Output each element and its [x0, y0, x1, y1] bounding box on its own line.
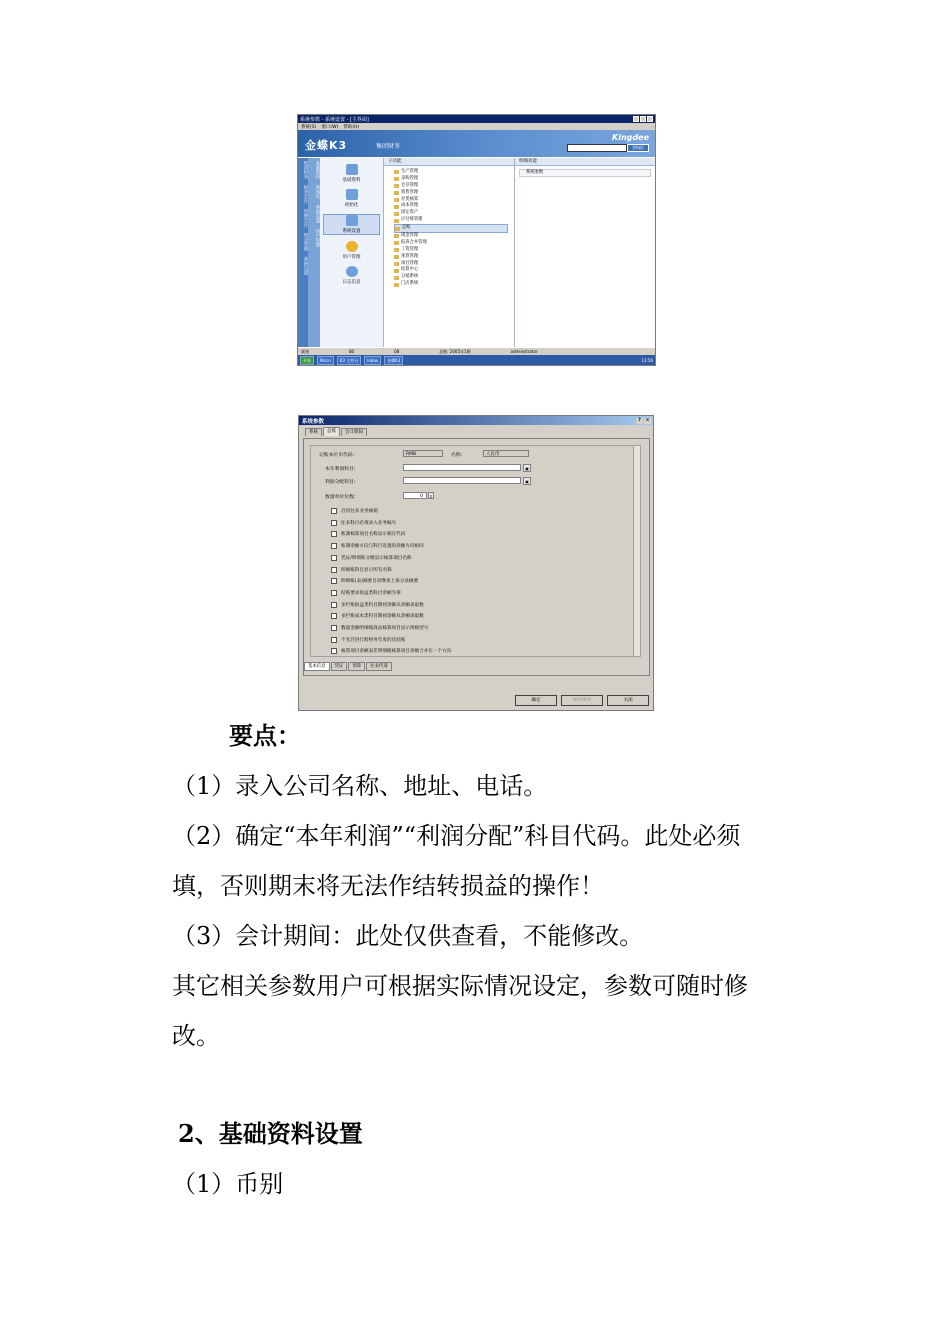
tree-item-label: 生产管理 [401, 169, 419, 174]
tree-item-label: 销售管理 [401, 189, 419, 195]
status-text: 08 [394, 349, 400, 354]
function-icon-column [320, 158, 384, 347]
folder-icon [346, 164, 358, 175]
tree-item-label: 项目管理 [401, 260, 419, 266]
menu-window[interactable]: 窗口(W) [321, 124, 339, 130]
window-controls [633, 116, 653, 122]
detail-panel [515, 158, 655, 347]
icon-log[interactable]: 日志信息 [320, 266, 383, 285]
tree-item[interactable] [394, 183, 514, 190]
tree-item-label: 成本管理 [401, 203, 419, 209]
nav-tab[interactable]: 系统设置 [303, 257, 308, 275]
checkbox-icon[interactable] [331, 613, 337, 619]
option-checkbox[interactable] [331, 567, 392, 573]
checkbox-label: 凭证/明细账分级显示核算项目名称 [341, 555, 412, 561]
checkbox-label: 账簿余额方向与科目设置的余额方向相同 [341, 544, 424, 550]
window-title: 系统参数 - 系统设置 - [主界面] [300, 116, 369, 123]
icon-user-mgmt[interactable]: 用户管理 [320, 241, 383, 260]
folder-icon [394, 184, 399, 188]
close-button[interactable]: 关闭 [607, 695, 649, 706]
folder-icon [394, 191, 399, 195]
folder-icon [394, 241, 399, 245]
dialog-title: 系统参数 [302, 418, 325, 425]
tree-item[interactable] [394, 247, 514, 254]
detail-header: 明细功能 [515, 158, 655, 166]
checkbox-label: 往来科目必须录入业务编号 [341, 520, 397, 526]
tab-voucher[interactable]: 凭证 [331, 662, 348, 671]
tab-general-ledger[interactable]: 总账 [323, 427, 340, 436]
menu-bar [298, 123, 655, 130]
folder-icon [394, 170, 399, 174]
nav-tab[interactable]: 管理会计 [303, 209, 308, 227]
dialog-footer [515, 695, 649, 706]
tree-item-label: 工资管理 [401, 246, 419, 252]
start-button[interactable]: 开始 [300, 356, 314, 365]
inner-nav-tabs [308, 158, 320, 347]
icon-system-settings[interactable]: 系统设置 [323, 214, 380, 235]
save-button[interactable]: 保存修改 [561, 695, 603, 706]
tree-item[interactable] [394, 224, 508, 233]
section-heading: 2、基础资料设置 [178, 1119, 363, 1148]
nav-subtab[interactable]: 系统设置 [315, 204, 320, 223]
taskbar-item[interactable]: K3 主控台 [337, 356, 361, 365]
distribution-account-field[interactable] [403, 477, 521, 484]
folder-icon [394, 219, 399, 223]
checkbox-icon[interactable] [331, 531, 337, 537]
close-icon[interactable] [647, 116, 653, 122]
checkbox-icon[interactable] [331, 637, 337, 643]
folder-icon [394, 283, 399, 287]
globe-icon [346, 266, 358, 277]
status-text: 就绪 [301, 348, 309, 354]
checkbox-label: 多栏账成本类科目期初余额从余额表取数 [341, 614, 424, 620]
tab-budget[interactable]: 预算 [348, 662, 365, 671]
system-params-dialog-screenshot [298, 415, 654, 711]
status-bar [298, 347, 655, 355]
checkbox-icon[interactable] [331, 602, 337, 608]
option-checkbox[interactable] [331, 648, 451, 654]
nav-tab[interactable]: 集团财务 [303, 161, 308, 179]
checkbox-label: 结账要求损益类科目余额为零 [341, 590, 401, 596]
option-checkbox[interactable] [331, 613, 424, 619]
help-icon[interactable]: ? [636, 418, 643, 424]
currency-code-label: 记账本位币代码: [319, 453, 355, 458]
folder-icon [394, 255, 399, 259]
checkbox-icon[interactable] [331, 625, 337, 631]
minimize-icon[interactable] [633, 116, 639, 122]
qty-decimals-label: 数量单价位数: [325, 495, 356, 500]
checkbox-label: 数量金额明细账商品核算项目显示规格型号 [341, 626, 429, 631]
checkbox-icon[interactable] [331, 567, 337, 573]
tree-item-label: 现金管理 [401, 233, 419, 239]
module-title: 集团财务 [376, 143, 401, 150]
checkbox-icon[interactable] [331, 555, 337, 561]
option-checkbox[interactable] [331, 543, 424, 549]
profit-account-label: 本年利润科目: [325, 467, 356, 472]
currency-name-field: 人民币 [483, 450, 529, 457]
tab-panel [303, 438, 650, 676]
option-checkbox[interactable] [331, 625, 428, 631]
checkbox-label: 明细账科目显示所有名称 [341, 567, 392, 573]
folder-icon [394, 212, 399, 216]
nav-subtab[interactable]: 基础资料 [315, 161, 320, 179]
distribution-account-lookup-icon[interactable]: ▣ [523, 477, 531, 485]
nav-subtab[interactable]: 初始化 [315, 185, 320, 199]
detail-item[interactable]: 系统参数 [519, 169, 651, 177]
confirm-button[interactable]: 确定 [515, 695, 557, 706]
taskbar [298, 355, 655, 365]
taskbar-item[interactable]: Micro [317, 356, 334, 365]
distribution-account-label: 利润分配科目: [325, 480, 356, 485]
subfunction-tree [384, 158, 515, 347]
taskbar-item[interactable]: Inbox [364, 356, 381, 365]
folder-icon [394, 269, 399, 273]
tree-item-label: 预算管理 [401, 253, 419, 259]
nav-tab[interactable]: 财务会计 [303, 185, 308, 203]
close-icon[interactable]: × [645, 417, 650, 423]
icon-init[interactable]: 初始化 [320, 189, 383, 208]
tab-system[interactable]: 系统 [305, 428, 322, 436]
checkbox-label: 核算项目余额表非明细级核算项目余额合并在一个方向 [341, 649, 452, 655]
tree-item[interactable] [394, 233, 514, 240]
option-checkbox[interactable] [331, 555, 411, 561]
menu-system[interactable]: 系统(S) [301, 124, 317, 130]
tree-item[interactable] [394, 240, 514, 247]
folder-icon [394, 177, 399, 181]
paragraph: （3）会计期间：此处仅供查看，不能修改。 [172, 922, 644, 950]
tree-item-label: 仓存管理 [401, 182, 419, 188]
checkbox-icon[interactable] [331, 648, 337, 654]
tree-item-label: 总账 [402, 225, 411, 231]
paragraph: （2）确定“本年利润”“利润分配”科目代码。此处必须 [172, 822, 741, 850]
user-icon [346, 241, 358, 252]
folder-icon [394, 234, 399, 238]
wrench-icon [346, 189, 358, 200]
folder-icon [395, 227, 400, 231]
icon-base-data[interactable]: 基础资料 [320, 164, 383, 183]
outer-nav-tabs [298, 158, 308, 347]
option-checkbox[interactable] [331, 578, 418, 584]
tree-list [394, 169, 514, 288]
k3-logo: 金蝶K3 [305, 139, 348, 152]
status-text: administrator [510, 349, 538, 354]
window-titlebar [298, 115, 655, 123]
nav-subtab[interactable]: 用户管理 [315, 228, 320, 247]
kingdee-brand: Kingdee [612, 133, 649, 142]
folder-icon [394, 198, 399, 202]
folder-icon [394, 276, 399, 280]
k3-main-window-screenshot [297, 114, 656, 366]
tree-item[interactable] [394, 169, 514, 176]
app-banner [298, 130, 655, 157]
bottom-tabs [304, 662, 392, 671]
tree-item[interactable] [394, 176, 514, 183]
option-checkbox[interactable] [331, 508, 378, 514]
nav-tab[interactable]: 资金管理 [303, 233, 308, 251]
folder-icon [394, 205, 399, 209]
tree-header: 子功能 [384, 158, 514, 166]
key-points-heading: 要点： [229, 721, 301, 750]
profit-account-field[interactable] [403, 464, 521, 471]
currency-code-field: RMB [403, 450, 443, 457]
status-text: 80 [349, 349, 355, 354]
search-button[interactable]: [搜索] [627, 144, 649, 152]
status-text: 总账: 2005年1期 [439, 348, 471, 354]
paragraph: （1）录入公司名称、地址、电话。 [172, 772, 548, 800]
paragraph: 填，否则期末将无法作结转损益的操作！ [172, 872, 604, 900]
taskbar-item[interactable]: 金蝶K3 [384, 356, 403, 365]
maximize-icon[interactable] [640, 116, 646, 122]
settings-icon [346, 215, 358, 226]
main-body [298, 158, 655, 347]
search-input[interactable] [567, 144, 627, 152]
checkbox-icon[interactable] [331, 543, 337, 549]
tree-item-label: 报表合并管理 [401, 239, 427, 245]
checkbox-icon[interactable] [331, 508, 337, 514]
folder-icon [394, 262, 399, 266]
option-checkbox[interactable] [331, 590, 401, 596]
currency-name-label: 名称: [451, 453, 463, 458]
tree-item[interactable] [394, 254, 514, 261]
tree-item[interactable] [394, 281, 514, 288]
folder-icon [394, 248, 399, 252]
tab-accounting-period[interactable]: 会计期间 [341, 428, 367, 436]
profit-account-lookup-icon[interactable]: ▣ [523, 464, 531, 472]
tree-item-label: 固定资产 [401, 210, 419, 216]
option-checkbox[interactable] [331, 520, 396, 526]
option-checkbox[interactable] [331, 531, 405, 537]
settings-area [310, 445, 641, 657]
spin-arrows-icon[interactable]: ⇕ [429, 494, 433, 499]
option-checkbox[interactable] [331, 637, 405, 643]
vertical-scrollbar[interactable] [633, 446, 640, 656]
tree-item[interactable] [394, 217, 514, 224]
checkbox-label: 多栏账损益类科目期初余额从余额表取数 [341, 602, 424, 608]
checkbox-label: 不允许进行跨财务年度的反结账 [341, 637, 406, 643]
taskbar-clock: 13:56 [641, 357, 653, 363]
checkbox-icon[interactable] [331, 578, 337, 584]
paragraph: 其它相关参数用户可根据实际情况设定，参数可随时修 [172, 972, 748, 1000]
qty-decimals-stepper[interactable]: 0 [403, 492, 427, 499]
subsection-heading: （1）币别 [172, 1170, 284, 1198]
tree-item-label: 门店系统 [401, 281, 419, 287]
option-checkbox[interactable] [331, 602, 424, 608]
checkbox-label: 账簿核算项目名称显示相应代码 [341, 532, 406, 538]
tree-item[interactable] [394, 190, 514, 197]
dialog-tabs [299, 425, 653, 436]
tab-basic-info[interactable]: 基本信息 [304, 662, 330, 671]
dialog-titlebar [299, 416, 653, 425]
dialog-title-buttons [636, 418, 651, 424]
tab-transfer[interactable]: 往来传递 [366, 662, 392, 671]
paragraph: 改。 [172, 1022, 220, 1050]
tree-item-label: 结算中心 [401, 267, 419, 273]
tree-item-label: 采购管理 [401, 175, 419, 181]
checkbox-label: 明细账(表)摘要自动继承上条分录摘要 [341, 579, 419, 585]
tree-item-label: 应付账管理 [401, 217, 423, 223]
tree-item-label: 分销系统 [401, 274, 419, 280]
menu-help[interactable]: 帮助(H) [343, 124, 360, 130]
checkbox-icon[interactable] [331, 590, 337, 596]
tree-item-label: 存货核算 [401, 196, 419, 202]
checkbox-label: 启用往来业务核销 [341, 509, 378, 514]
checkbox-icon[interactable] [331, 520, 337, 526]
